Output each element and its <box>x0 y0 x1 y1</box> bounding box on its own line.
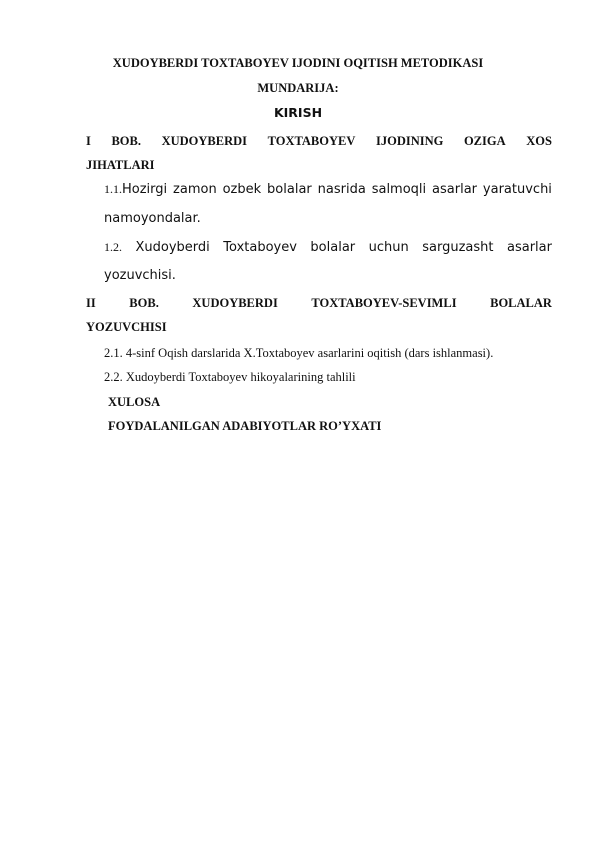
chapter2-word: XUDOYBERDI <box>192 296 278 310</box>
chapter1-word: IJODINING <box>375 134 444 148</box>
conclusion-heading: XULOSA <box>108 395 161 409</box>
chapter2-word: BOLALAR <box>490 296 552 310</box>
section-1-1-line2: namoyondalar. <box>104 211 201 226</box>
section-1-2-line1 <box>104 240 552 255</box>
chapter1-word: OZIGA <box>463 134 506 148</box>
section-1-2-line2: yozuvchisi. <box>104 268 176 283</box>
document-title: XUDOYBERDI TOXTABOYEV IJODINI OQITISH METODIKASI <box>112 56 484 70</box>
chapter1-word: XUDOYBERDI <box>161 134 248 148</box>
chapter2-title-line1 <box>86 296 552 311</box>
contents-heading: MUNDARIJA: <box>257 81 339 95</box>
section-word: nasrida <box>317 182 366 197</box>
section-word: Xudoyberdi <box>135 240 210 255</box>
chapter2-word: II <box>86 296 96 310</box>
chapter2-word: TOXTABOYEV-SEVIMLI <box>311 296 457 310</box>
section-word: Toxtaboyev <box>223 240 297 255</box>
section-word: asarlar <box>432 182 478 197</box>
section-word: salmoqli <box>371 182 427 197</box>
section-word: bolalar <box>310 240 356 255</box>
section-word: asarlar <box>507 240 552 255</box>
section-1-1-line1 <box>104 182 552 197</box>
intro-heading: KIRISH <box>273 105 323 120</box>
chapter2-title-line2: YOZUVCHISI <box>86 320 167 334</box>
chapter1-word: TOXTABOYEV <box>267 134 356 148</box>
section-word: uchun <box>368 240 409 255</box>
chapter1-title-line1 <box>86 134 552 149</box>
section-word: ozbek <box>222 182 262 197</box>
section-word: bolalar <box>267 182 312 197</box>
chapter1-title-line2: JIHATLARI <box>86 158 155 172</box>
section-word: Hozirgi <box>122 182 168 197</box>
section-number: 1.2. <box>104 240 122 254</box>
section-number: 1.1. <box>104 182 122 196</box>
chapter1-word: I <box>86 134 91 148</box>
section-word: zamon <box>173 182 217 197</box>
chapter2-word: BOB. <box>129 296 159 310</box>
chapter1-word: XOS <box>526 134 552 148</box>
section-word: sarguzasht <box>422 240 494 255</box>
section-2-1: 2.1. 4-sinf Oqish darslarida X.Toxtaboyev asarlarini oqitish (dars ishlanmasi). <box>104 346 494 360</box>
section-word: yaratuvchi <box>482 182 552 197</box>
references-heading: FOYDALANILGAN ADABIYOTLAR RO’YXATI <box>108 419 382 433</box>
section-2-2: 2.2. Xudoyberdi Toxtaboyev hikoyalarining tahlili <box>104 370 356 384</box>
chapter1-word: BOB. <box>111 134 141 148</box>
